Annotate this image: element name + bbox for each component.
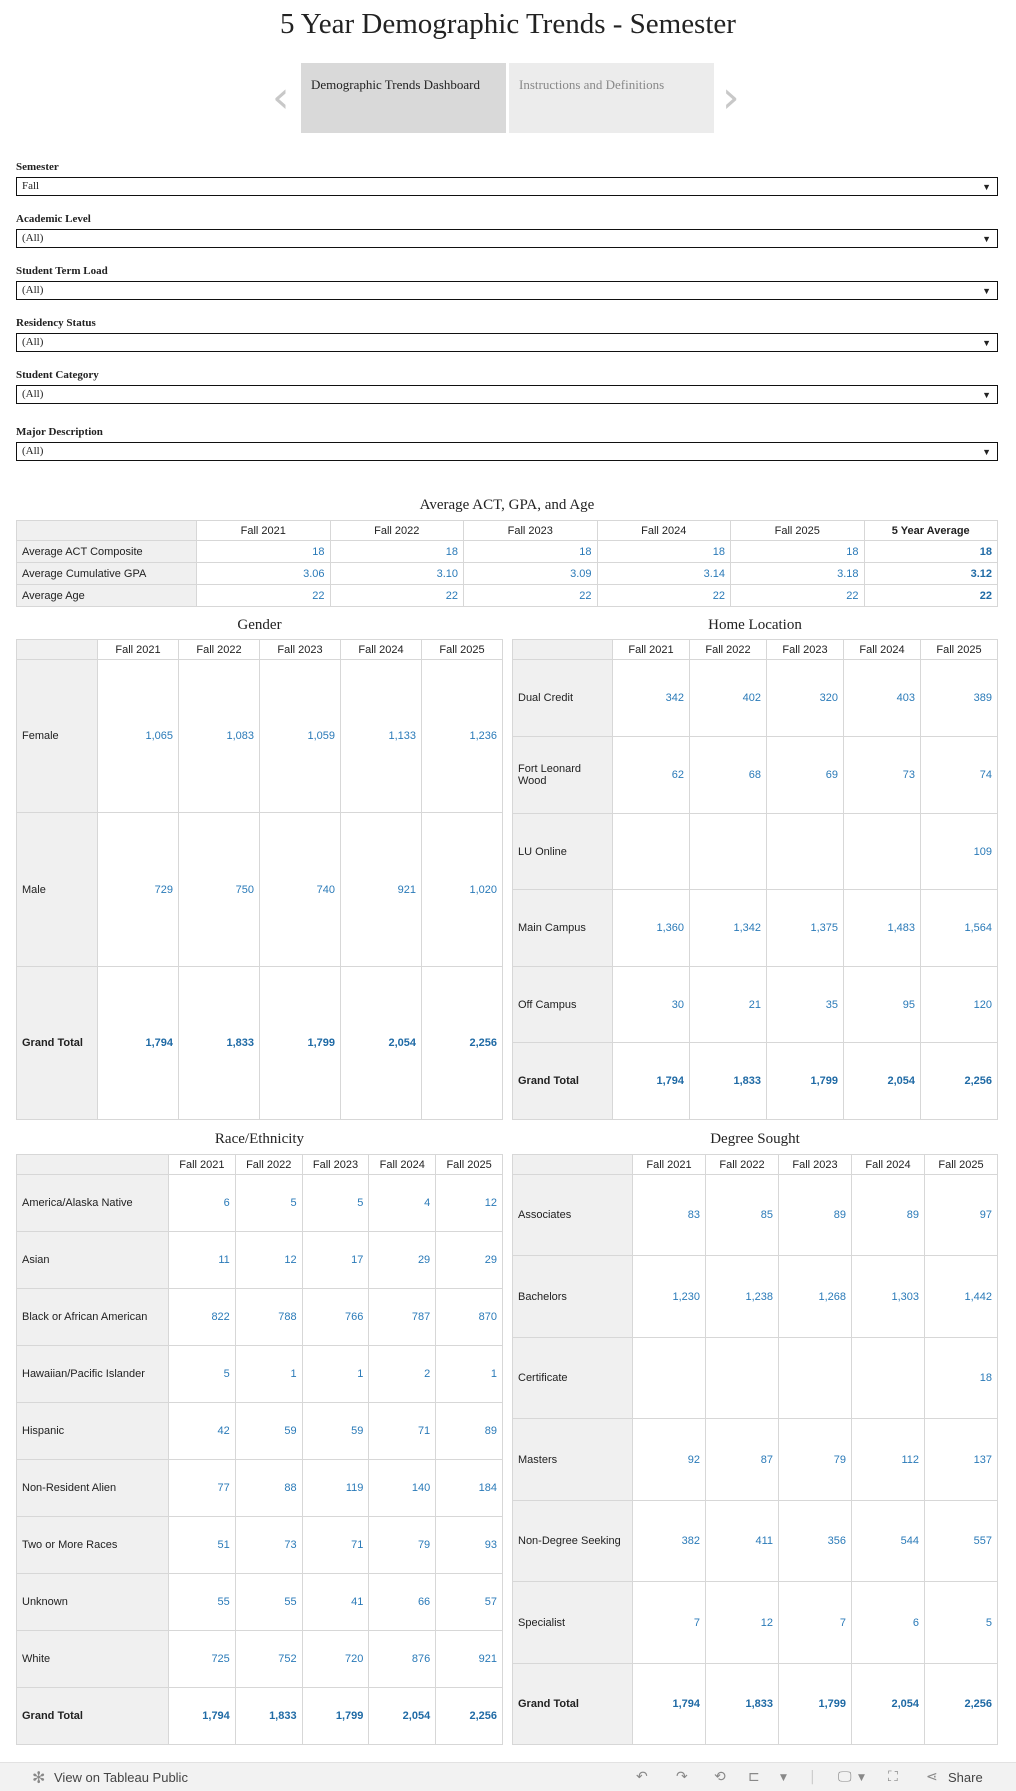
- table-cell[interactable]: 62: [613, 737, 690, 814]
- degree-sought-table: [512, 1154, 998, 1745]
- filter-academic-level-label: Academic Level: [16, 213, 91, 225]
- refresh-dropdown-icon[interactable]: ▼: [780, 1773, 787, 1783]
- column-header: Fall 2024: [852, 1155, 925, 1175]
- toolbar-divider: |: [810, 1769, 815, 1785]
- race-ethnicity-title: Race/Ethnicity: [214, 1131, 305, 1147]
- table-cell[interactable]: 1,483: [844, 890, 921, 967]
- table-cell[interactable]: 403: [844, 660, 921, 737]
- table-cell[interactable]: 71: [302, 1517, 369, 1574]
- table-row: [513, 1338, 998, 1419]
- column-header: Fall 2023: [260, 640, 341, 660]
- table-cell[interactable]: 2,256: [921, 1043, 998, 1120]
- table-row: [513, 967, 998, 1043]
- column-header: Fall 2025: [925, 1155, 998, 1175]
- table-cell[interactable]: 97: [925, 1175, 998, 1256]
- column-header: Fall 2025: [921, 640, 998, 660]
- row-header: Female: [17, 660, 98, 813]
- table-cell[interactable]: 1,342: [690, 890, 767, 967]
- table-row: [17, 813, 503, 967]
- table-cell[interactable]: 3.14: [597, 563, 731, 585]
- table-cell[interactable]: 59: [235, 1403, 302, 1460]
- table-cell[interactable]: [767, 814, 844, 890]
- table-row: [17, 585, 998, 607]
- table-cell[interactable]: 557: [925, 1501, 998, 1582]
- table-row: [513, 737, 998, 814]
- redo-icon[interactable]: ↷: [676, 1769, 688, 1785]
- table-cell[interactable]: 1,564: [921, 890, 998, 967]
- table-cell[interactable]: 1,833: [179, 967, 260, 1120]
- table-cell[interactable]: 68: [690, 737, 767, 814]
- table-cell[interactable]: 89: [852, 1175, 925, 1256]
- row-header: Off Campus: [513, 967, 613, 1043]
- row-header: Average ACT Composite: [17, 541, 197, 563]
- download-icon[interactable]: 🖵: [838, 1769, 852, 1785]
- table-cell[interactable]: 5: [169, 1346, 236, 1403]
- grand-total-row: [17, 1688, 503, 1745]
- table-cell[interactable]: [633, 1338, 706, 1419]
- column-header: Fall 2023: [464, 521, 598, 541]
- table-cell[interactable]: 1,020: [422, 813, 503, 967]
- table-cell[interactable]: 1,238: [706, 1256, 779, 1338]
- filter-student-category-select[interactable]: [16, 385, 998, 404]
- table-cell[interactable]: 22: [597, 585, 731, 607]
- refresh-icon[interactable]: ⊏: [748, 1769, 760, 1785]
- row-header: Hispanic: [17, 1403, 169, 1460]
- row-header: Non-Degree Seeking: [513, 1501, 633, 1582]
- table-cell[interactable]: 2: [369, 1346, 436, 1403]
- table-cell[interactable]: 69: [767, 737, 844, 814]
- table-cell[interactable]: [706, 1338, 779, 1419]
- table-cell[interactable]: 21: [690, 967, 767, 1043]
- table-cell[interactable]: 3.06: [197, 563, 331, 585]
- row-header: Non-Resident Alien: [17, 1460, 169, 1517]
- table-cell[interactable]: 320: [767, 660, 844, 737]
- table-row: [513, 1501, 998, 1582]
- filter-academic-level-value: (All): [22, 232, 44, 244]
- table-cell[interactable]: 85: [706, 1175, 779, 1256]
- table-cell[interactable]: 921: [341, 813, 422, 967]
- table-cell[interactable]: 1,059: [260, 660, 341, 813]
- caret-down-icon: ▼: [982, 234, 991, 244]
- grand-total-row: [17, 967, 503, 1120]
- table-cell[interactable]: 12: [706, 1582, 779, 1664]
- table-cell[interactable]: 720: [302, 1631, 369, 1688]
- filter-residency-status-select[interactable]: [16, 333, 998, 352]
- table-cell[interactable]: 1,375: [767, 890, 844, 967]
- table-cell[interactable]: 35: [767, 967, 844, 1043]
- table-cell[interactable]: 12: [235, 1232, 302, 1289]
- table-cell[interactable]: 788: [235, 1289, 302, 1346]
- table-cell[interactable]: 18: [925, 1338, 998, 1419]
- caret-down-icon: ▼: [982, 286, 991, 296]
- row-header: America/Alaska Native: [17, 1175, 169, 1232]
- column-header: Fall 2023: [302, 1155, 369, 1175]
- table-cell[interactable]: 22: [864, 585, 998, 607]
- table-cell[interactable]: 55: [235, 1574, 302, 1631]
- column-header: Fall 2023: [779, 1155, 852, 1175]
- table-cell[interactable]: 29: [369, 1232, 436, 1289]
- row-header: White: [17, 1631, 169, 1688]
- grand-total-row: [513, 1043, 998, 1120]
- table-cell[interactable]: 5: [235, 1175, 302, 1232]
- table-cell[interactable]: 93: [436, 1517, 503, 1574]
- column-header: Fall 2021: [98, 640, 179, 660]
- table-cell[interactable]: 88: [235, 1460, 302, 1517]
- table-cell[interactable]: 725: [169, 1631, 236, 1688]
- tableau-logo-icon: ✻: [32, 1768, 46, 1787]
- table-cell[interactable]: 3.10: [330, 563, 464, 585]
- table-cell[interactable]: 2,054: [369, 1688, 436, 1745]
- table-cell[interactable]: 1,133: [341, 660, 422, 813]
- table-cell[interactable]: 1,794: [613, 1043, 690, 1120]
- table-cell[interactable]: [690, 814, 767, 890]
- column-header: Fall 2022: [235, 1155, 302, 1175]
- row-header: Fort Leonard Wood: [513, 737, 613, 814]
- undo-icon[interactable]: ↶: [636, 1769, 648, 1785]
- table-cell[interactable]: 11: [169, 1232, 236, 1289]
- table-cell[interactable]: [844, 814, 921, 890]
- filter-residency-status-label: Residency Status: [16, 317, 96, 329]
- table-cell[interactable]: 1,833: [706, 1664, 779, 1745]
- table-cell[interactable]: 1,833: [235, 1688, 302, 1745]
- table-cell[interactable]: 71: [369, 1403, 436, 1460]
- table-cell[interactable]: 112: [852, 1419, 925, 1501]
- table-row: [17, 541, 998, 563]
- table-cell[interactable]: 5: [925, 1582, 998, 1664]
- row-header: Certificate: [513, 1338, 633, 1419]
- filter-student-category-label: Student Category: [16, 369, 99, 381]
- table-cell[interactable]: 1,442: [925, 1256, 998, 1338]
- table-cell[interactable]: 1,794: [98, 967, 179, 1120]
- table-cell[interactable]: 2,256: [422, 967, 503, 1120]
- table-corner: [17, 1155, 169, 1175]
- table-row: [17, 1175, 503, 1232]
- table-cell[interactable]: 57: [436, 1574, 503, 1631]
- tab-next-arrow-icon[interactable]: ›: [722, 72, 740, 123]
- table-cell[interactable]: 544: [852, 1501, 925, 1582]
- table-row: [17, 1574, 503, 1631]
- column-header: Fall 2022: [330, 521, 464, 541]
- table-cell[interactable]: 79: [779, 1419, 852, 1501]
- table-cell[interactable]: 1,794: [633, 1664, 706, 1745]
- table-row: [513, 1256, 998, 1338]
- table-row: [17, 1232, 503, 1289]
- table-cell[interactable]: 92: [633, 1419, 706, 1501]
- table-cell[interactable]: 1,230: [633, 1256, 706, 1338]
- table-cell[interactable]: 18: [197, 541, 331, 563]
- table-row: [513, 660, 998, 737]
- table-cell[interactable]: 140: [369, 1460, 436, 1517]
- share-icon[interactable]: ⋖: [926, 1769, 938, 1785]
- table-row: [17, 1289, 503, 1346]
- table-cell[interactable]: 109: [921, 814, 998, 890]
- row-header: Bachelors: [513, 1256, 633, 1338]
- table-cell[interactable]: 402: [690, 660, 767, 737]
- row-header: Two or More Races: [17, 1517, 169, 1574]
- table-corner: [513, 640, 613, 660]
- table-cell[interactable]: 18: [864, 541, 998, 563]
- row-header: Black or African American: [17, 1289, 169, 1346]
- row-header: Male: [17, 813, 98, 967]
- grand-total-row: [513, 1664, 998, 1745]
- table-cell[interactable]: 22: [197, 585, 331, 607]
- table-cell[interactable]: 389: [921, 660, 998, 737]
- table-cell[interactable]: 74: [921, 737, 998, 814]
- table-cell[interactable]: 87: [706, 1419, 779, 1501]
- table-cell[interactable]: 73: [844, 737, 921, 814]
- table-row: [17, 1403, 503, 1460]
- table-cell[interactable]: 1,303: [852, 1256, 925, 1338]
- table-cell[interactable]: [779, 1338, 852, 1419]
- table-cell[interactable]: 1,065: [98, 660, 179, 813]
- table-cell[interactable]: 22: [731, 585, 865, 607]
- caret-down-icon: ▼: [982, 390, 991, 400]
- table-cell[interactable]: [852, 1338, 925, 1419]
- filter-student-term-load-value: (All): [22, 284, 44, 296]
- caret-down-icon: ▼: [982, 447, 991, 457]
- row-header: Average Age: [17, 585, 197, 607]
- table-cell[interactable]: 29: [436, 1232, 503, 1289]
- table-row: [17, 563, 998, 585]
- table-cell[interactable]: 119: [302, 1460, 369, 1517]
- table-cell[interactable]: 7: [779, 1582, 852, 1664]
- table-cell[interactable]: 73: [235, 1517, 302, 1574]
- table-cell[interactable]: 6: [852, 1582, 925, 1664]
- column-header: Fall 2022: [706, 1155, 779, 1175]
- table-cell[interactable]: 18: [597, 541, 731, 563]
- row-header: Grand Total: [513, 1043, 613, 1120]
- row-header: Grand Total: [17, 967, 98, 1120]
- table-cell[interactable]: 1,799: [260, 967, 341, 1120]
- tableau-toolbar: [0, 1762, 1016, 1791]
- row-header: Asian: [17, 1232, 169, 1289]
- table-cell[interactable]: 822: [169, 1289, 236, 1346]
- table-row: [17, 660, 503, 813]
- table-cell[interactable]: 59: [302, 1403, 369, 1460]
- table-cell[interactable]: 740: [260, 813, 341, 967]
- row-header: Average Cumulative GPA: [17, 563, 197, 585]
- table-cell[interactable]: 1,360: [613, 890, 690, 967]
- table-row: [17, 1460, 503, 1517]
- table-cell[interactable]: 7: [633, 1582, 706, 1664]
- table-cell[interactable]: 356: [779, 1501, 852, 1582]
- table-cell[interactable]: 342: [613, 660, 690, 737]
- table-corner: [513, 1155, 633, 1175]
- table-cell[interactable]: 18: [731, 541, 865, 563]
- table-cell[interactable]: 750: [179, 813, 260, 967]
- table-cell[interactable]: 12: [436, 1175, 503, 1232]
- tab-demographic-trends-dashboard[interactable]: Demographic Trends Dashboard: [301, 63, 506, 133]
- table-cell[interactable]: 137: [925, 1419, 998, 1501]
- table-cell[interactable]: 1: [436, 1346, 503, 1403]
- gender-title: Gender: [237, 617, 282, 633]
- table-cell[interactable]: 870: [436, 1289, 503, 1346]
- table-cell[interactable]: 89: [436, 1403, 503, 1460]
- share-button[interactable]: Share: [948, 1770, 983, 1785]
- table-cell[interactable]: 1: [235, 1346, 302, 1403]
- table-cell[interactable]: 5: [302, 1175, 369, 1232]
- filter-student-category-value: (All): [22, 388, 44, 400]
- table-cell[interactable]: 184: [436, 1460, 503, 1517]
- table-cell[interactable]: 55: [169, 1574, 236, 1631]
- table-cell[interactable]: 77: [169, 1460, 236, 1517]
- table-cell[interactable]: 17: [302, 1232, 369, 1289]
- table-cell[interactable]: 1,833: [690, 1043, 767, 1120]
- table-cell[interactable]: 3.18: [731, 563, 865, 585]
- row-header: Associates: [513, 1175, 633, 1256]
- table-cell[interactable]: 2,256: [925, 1664, 998, 1745]
- table-cell[interactable]: 120: [921, 967, 998, 1043]
- table-cell[interactable]: 729: [98, 813, 179, 967]
- table-cell[interactable]: 1,794: [169, 1688, 236, 1745]
- table-cell[interactable]: 1,083: [179, 660, 260, 813]
- column-header: Fall 2021: [633, 1155, 706, 1175]
- table-cell[interactable]: 921: [436, 1631, 503, 1688]
- column-header: Fall 2021: [613, 640, 690, 660]
- table-cell[interactable]: 1,799: [779, 1664, 852, 1745]
- column-header: Fall 2024: [597, 521, 731, 541]
- table-row: [17, 1631, 503, 1688]
- table-row: [513, 1582, 998, 1664]
- filter-major-description-label: Major Description: [16, 426, 103, 438]
- row-header: Unknown: [17, 1574, 169, 1631]
- download-dropdown-icon[interactable]: ▼: [858, 1773, 865, 1783]
- table-corner: [17, 640, 98, 660]
- filter-semester-value: Fall: [22, 180, 40, 192]
- gender-table: [16, 639, 503, 1120]
- home-location-title: Home Location: [708, 617, 802, 633]
- column-header: Fall 2024: [844, 640, 921, 660]
- column-header: Fall 2023: [767, 640, 844, 660]
- table-cell[interactable]: 2,256: [436, 1688, 503, 1745]
- row-header: Grand Total: [17, 1688, 169, 1745]
- row-header: Specialist: [513, 1582, 633, 1664]
- row-header: LU Online: [513, 814, 613, 890]
- table-cell[interactable]: 1,799: [302, 1688, 369, 1745]
- row-header: Main Campus: [513, 890, 613, 967]
- table-cell[interactable]: 1,268: [779, 1256, 852, 1338]
- filter-semester-label: Semester: [16, 161, 59, 173]
- column-header: 5 Year Average: [864, 521, 998, 541]
- table-cell[interactable]: 18: [464, 541, 598, 563]
- table-cell[interactable]: 79: [369, 1517, 436, 1574]
- table-row: [513, 890, 998, 967]
- table-cell[interactable]: 22: [330, 585, 464, 607]
- row-header: Masters: [513, 1419, 633, 1501]
- table-cell[interactable]: 18: [330, 541, 464, 563]
- column-header: Fall 2024: [369, 1155, 436, 1175]
- table-cell[interactable]: 3.12: [864, 563, 998, 585]
- filter-semester-select[interactable]: [16, 177, 998, 196]
- filter-residency-status-value: (All): [22, 336, 44, 348]
- table-cell[interactable]: 411: [706, 1501, 779, 1582]
- table-cell[interactable]: 3.09: [464, 563, 598, 585]
- column-header: Fall 2025: [422, 640, 503, 660]
- row-header: Grand Total: [513, 1664, 633, 1745]
- column-header: Fall 2025: [731, 521, 865, 541]
- filter-academic-level-select[interactable]: [16, 229, 998, 248]
- column-header: Fall 2022: [179, 640, 260, 660]
- column-header: Fall 2021: [169, 1155, 236, 1175]
- table-cell[interactable]: 382: [633, 1501, 706, 1582]
- table-corner: [17, 521, 197, 541]
- tab-instructions-and-definitions[interactable]: Instructions and Definitions: [509, 63, 714, 133]
- table-cell[interactable]: 2,054: [341, 967, 422, 1120]
- table-cell[interactable]: 51: [169, 1517, 236, 1574]
- filter-student-term-load-select[interactable]: [16, 281, 998, 300]
- table-cell[interactable]: 6: [169, 1175, 236, 1232]
- caret-down-icon: ▼: [982, 182, 991, 192]
- column-header: Fall 2021: [197, 521, 331, 541]
- tab-prev-arrow-icon[interactable]: ‹: [272, 72, 290, 123]
- table-cell[interactable]: 66: [369, 1574, 436, 1631]
- filter-major-description-select[interactable]: [16, 442, 998, 461]
- page-title: 5 Year Demographic Trends - Semester: [280, 8, 736, 40]
- race-ethnicity-table: [16, 1154, 503, 1745]
- table-cell[interactable]: 766: [302, 1289, 369, 1346]
- table-cell[interactable]: 42: [169, 1403, 236, 1460]
- table-cell[interactable]: 876: [369, 1631, 436, 1688]
- table-cell[interactable]: 30: [613, 967, 690, 1043]
- table-cell[interactable]: 41: [302, 1574, 369, 1631]
- table-cell[interactable]: 1,236: [422, 660, 503, 813]
- table-cell[interactable]: 1,799: [767, 1043, 844, 1120]
- column-header: Fall 2022: [690, 640, 767, 660]
- home-location-table: [512, 639, 998, 1120]
- table-cell[interactable]: 2,054: [844, 1043, 921, 1120]
- fullscreen-icon[interactable]: ⛶: [888, 1769, 898, 1785]
- act-gpa-age-title: Average ACT, GPA, and Age: [419, 497, 595, 513]
- table-cell[interactable]: 22: [464, 585, 598, 607]
- table-row: [513, 814, 998, 890]
- filter-major-description-value: (All): [22, 445, 44, 457]
- view-on-tableau-public-link[interactable]: View on Tableau Public: [54, 1770, 188, 1785]
- table-cell[interactable]: 752: [235, 1631, 302, 1688]
- degree-sought-title: Degree Sought: [710, 1131, 800, 1147]
- revert-icon[interactable]: ⟲: [714, 1769, 726, 1785]
- caret-down-icon: ▼: [982, 338, 991, 348]
- table-cell[interactable]: 4: [369, 1175, 436, 1232]
- table-cell[interactable]: 95: [844, 967, 921, 1043]
- table-row: [17, 1346, 503, 1403]
- filter-student-term-load-label: Student Term Load: [16, 265, 108, 277]
- table-row: [513, 1175, 998, 1256]
- row-header: Dual Credit: [513, 660, 613, 737]
- table-cell[interactable]: 787: [369, 1289, 436, 1346]
- table-cell[interactable]: [613, 814, 690, 890]
- row-header: Hawaiian/Pacific Islander: [17, 1346, 169, 1403]
- table-cell[interactable]: 2,054: [852, 1664, 925, 1745]
- column-header: Fall 2024: [341, 640, 422, 660]
- table-row: [17, 1517, 503, 1574]
- table-cell[interactable]: 1: [302, 1346, 369, 1403]
- table-cell[interactable]: 83: [633, 1175, 706, 1256]
- table-row: [513, 1419, 998, 1501]
- act-gpa-age-table: [16, 520, 998, 607]
- column-header: Fall 2025: [436, 1155, 503, 1175]
- table-cell[interactable]: 89: [779, 1175, 852, 1256]
